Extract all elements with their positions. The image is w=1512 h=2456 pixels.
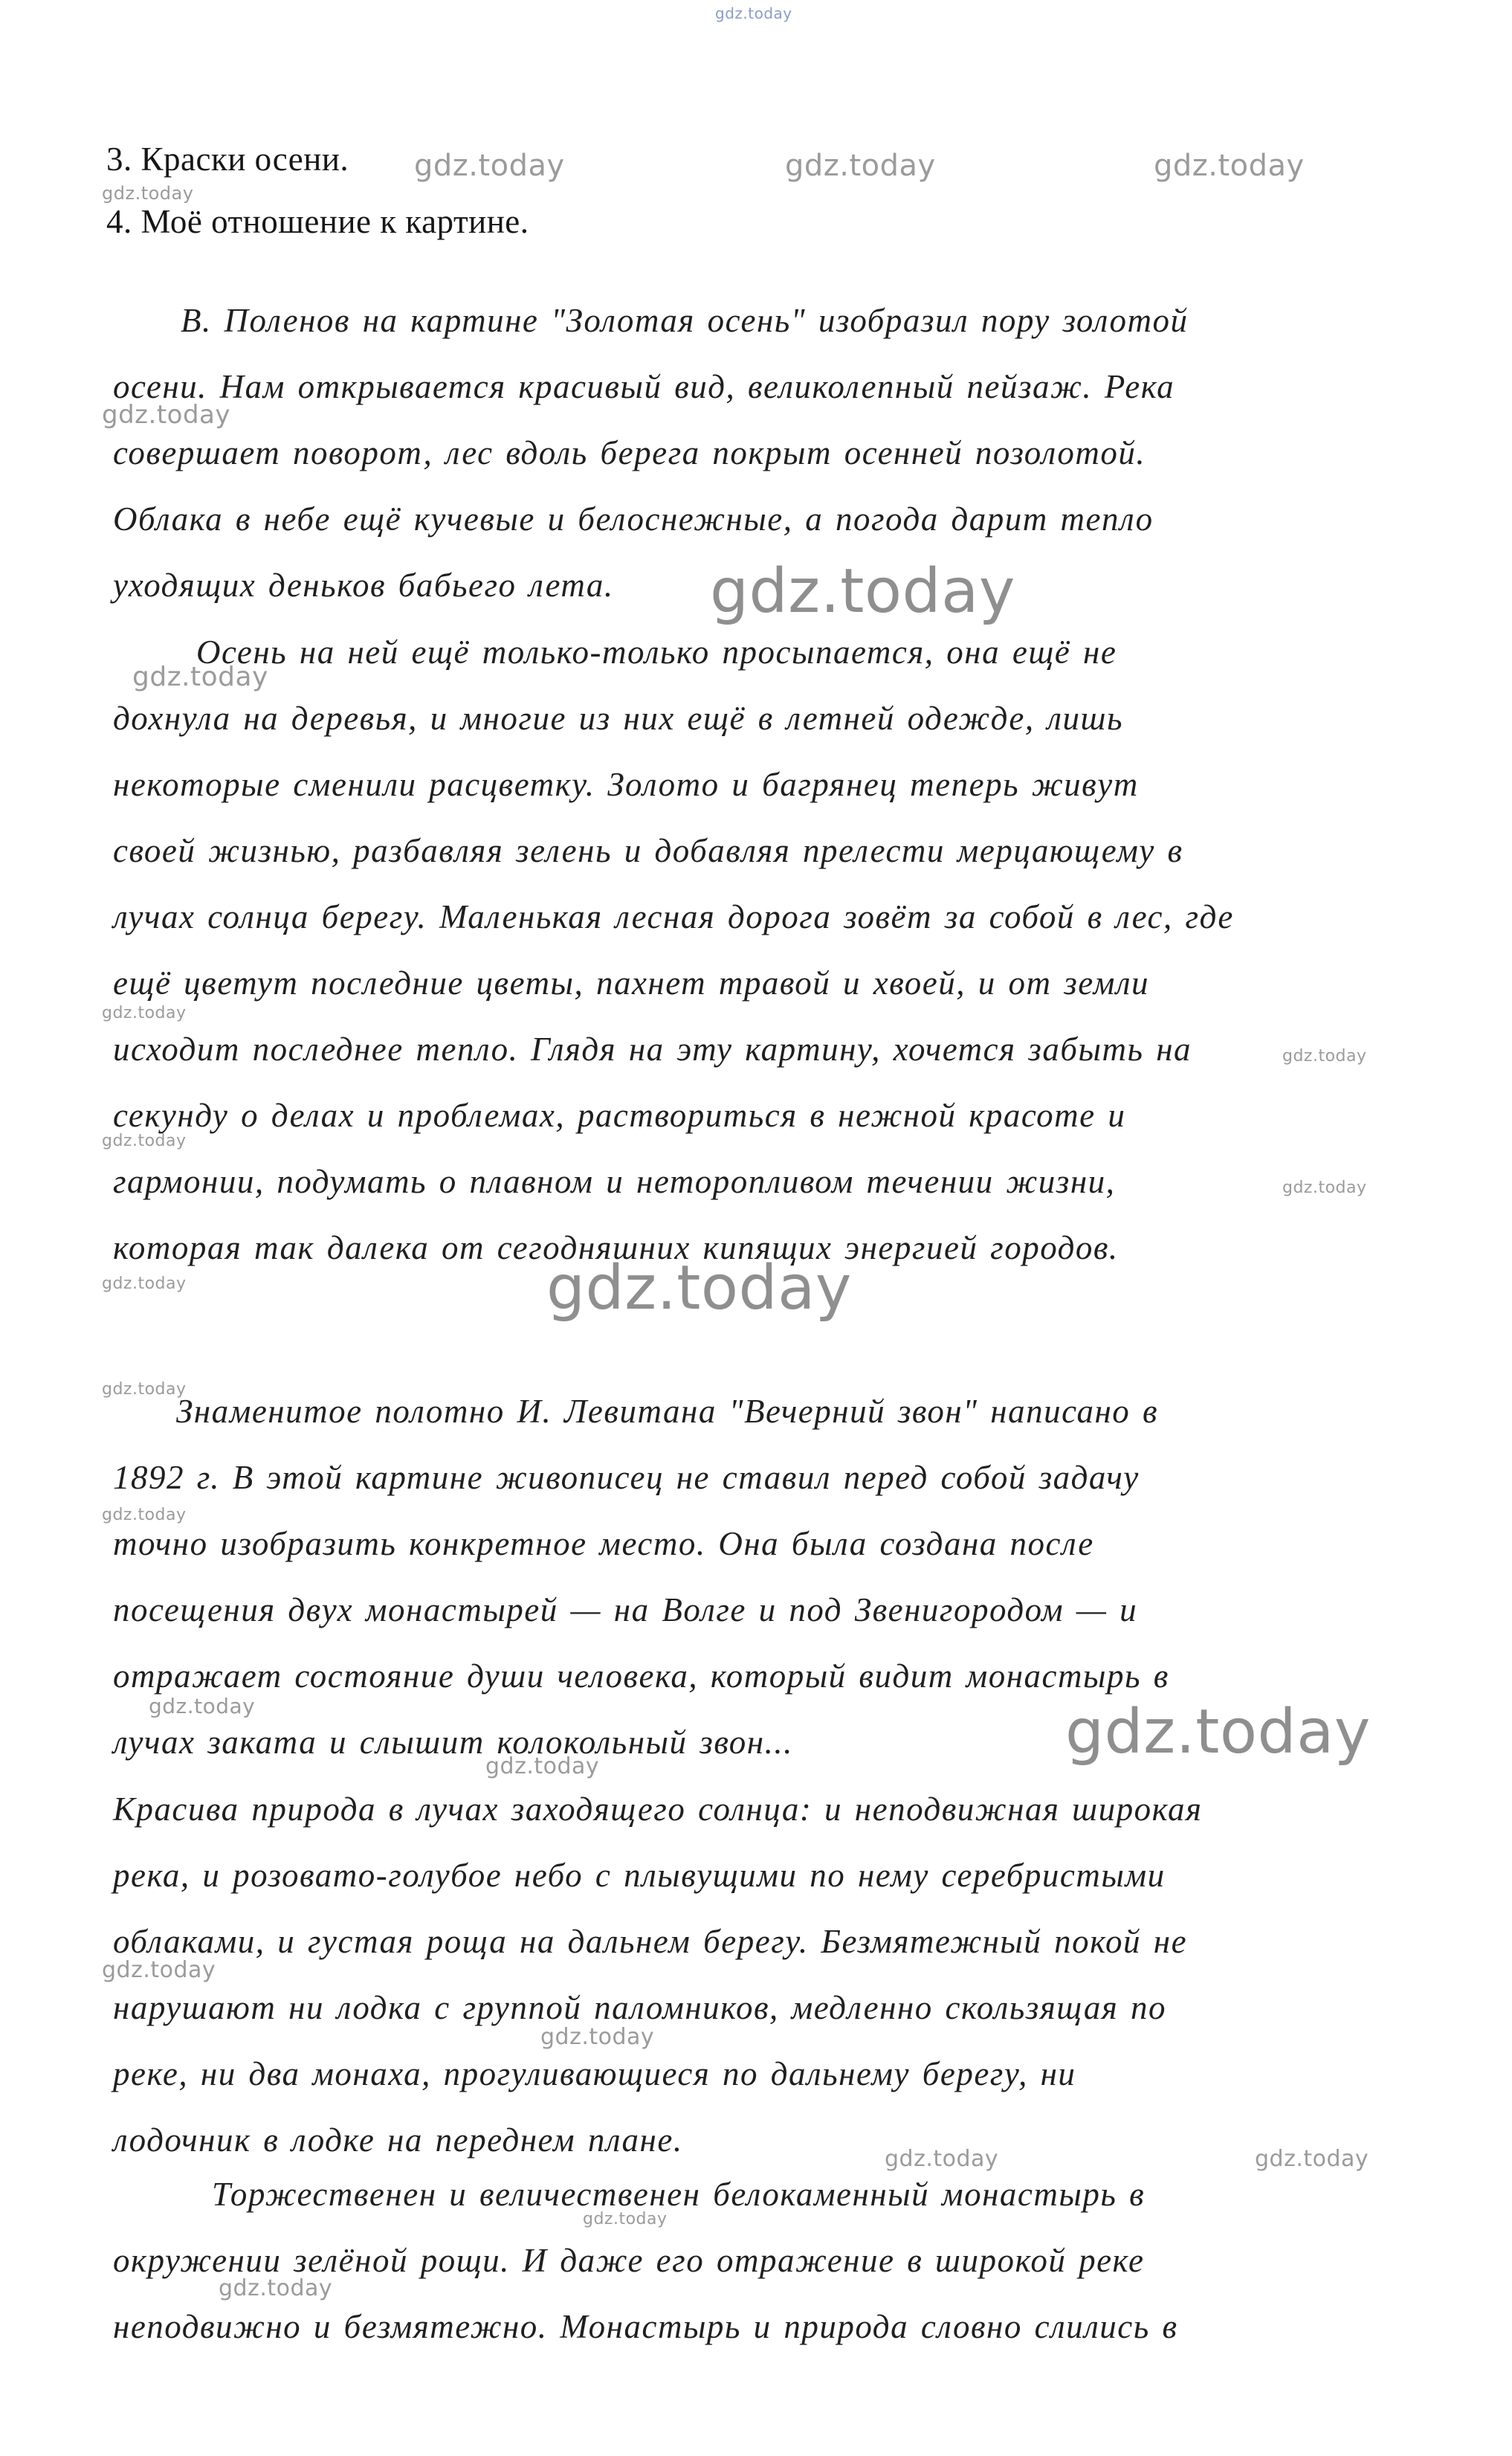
essay-line: В. Поленов на картине "Золотая осень" изобразил пору золотой <box>181 302 1189 339</box>
watermark: gdz.today <box>1282 1179 1367 1197</box>
essay-line: некоторые сменили расцветку. Золото и багрянец теперь живут <box>113 766 1139 803</box>
watermark: gdz.today <box>102 1274 187 1293</box>
essay-line: лучах заката и слышит колокольный звон... <box>113 1724 793 1761</box>
watermark: gdz.today <box>785 149 936 183</box>
essay-line: лучах солнца берегу. Маленькая лесная дорога зовёт за собой в лес, где <box>113 898 1234 935</box>
watermark: gdz.today <box>102 1506 187 1524</box>
essay-line: отражает состояние души человека, который видит монастырь в <box>113 1657 1169 1695</box>
outline-item-3: 3. Краски осени. <box>106 141 349 178</box>
essay-line: Знаменитое полотно И. Левитана "Вечерний звон" написано в <box>176 1393 1159 1430</box>
essay-line: облаками, и густая роща на дальнем берегу. Безмятежный покой не <box>113 1923 1188 1960</box>
essay-line: которая так далека от сегодняшних кипящих энергией городов. <box>113 1229 1119 1266</box>
watermark: gdz.today <box>1154 149 1305 183</box>
essay-line: Облака в небе ещё кучевые и белоснежные, а погода дарит тепло <box>113 500 1154 538</box>
watermark: gdz.today <box>102 183 194 204</box>
watermark: gdz.today <box>885 2146 999 2172</box>
essay-line: своей жизнью, разбавляя зелень и добавляя прелести мерцающему в <box>113 832 1183 869</box>
watermark: gdz.today <box>102 1132 187 1150</box>
essay-line: посещения двух монастырей — на Волге и под Звенигородом — и <box>113 1591 1138 1628</box>
watermark: gdz.today <box>102 1957 216 1983</box>
essay-line: ещё цветут последние цветы, пахнет травой и хвоей, и от земли <box>113 964 1149 1002</box>
essay-line: неподвижно и безмятежно. Монастырь и природа словно слились в <box>113 2308 1178 2345</box>
essay-line: осени. Нам открывается красивый вид, великолепный пейзаж. Река <box>113 368 1175 405</box>
essay-line: точно изобразить конкретное место. Она была создана после <box>113 1525 1094 1562</box>
watermark: gdz.today <box>710 556 1015 627</box>
essay-line: секунду о делах и проблемах, раствориться в нежной красоте и <box>113 1097 1126 1134</box>
watermark: gdz.today <box>1065 1697 1371 1767</box>
watermark: gdz.today <box>546 1253 852 1324</box>
essay-line: лодочник в лодке на переднем плане. <box>113 2121 683 2159</box>
outline-item-4: 4. Моё отношение к картине. <box>106 203 529 240</box>
watermark: gdz.today <box>1255 2146 1369 2172</box>
essay-line: Осень на ней ещё только-только просыпается, она ещё не <box>196 634 1117 671</box>
essay-line: исходит последнее тепло. Глядя на эту картину, хочется забыть на <box>113 1031 1192 1068</box>
essay-line: гармонии, подумать о плавном и неторопливом течении жизни, <box>113 1163 1116 1200</box>
watermark: gdz.today <box>102 400 230 430</box>
watermark: gdz.today <box>132 662 268 692</box>
watermark: gdz.today <box>485 1753 600 1779</box>
essay-line: Красива природа в лучах заходящего солнца: и неподвижная широкая <box>113 1791 1203 1828</box>
essay-line: река, и розовато-голубое небо с плывущими по нему серебристыми <box>113 1857 1166 1894</box>
essay-line: уходящих деньков бабьего лета. <box>113 567 614 604</box>
watermark: gdz.today <box>715 4 792 22</box>
essay-line: совершает поворот, лес вдоль берега покрыт осенней позолотой. <box>113 434 1146 471</box>
watermark: gdz.today <box>102 1004 187 1022</box>
watermark: gdz.today <box>540 2024 655 2050</box>
watermark: gdz.today <box>102 1380 187 1399</box>
watermark: gdz.today <box>149 1694 256 1718</box>
essay-line: окружении зелёной рощи. И даже его отражение в широкой реке <box>113 2242 1145 2279</box>
essay-line: нарушают ни лодка с группой паломников, медленно скользящая по <box>113 1989 1166 2026</box>
watermark: gdz.today <box>583 2210 668 2228</box>
essay-line: 1892 г. В этой картине живописец не ставил перед собой задачу <box>113 1459 1140 1496</box>
essay-line: реке, ни два монаха, прогуливающиеся по дальнему берегу, ни <box>113 2055 1076 2092</box>
watermark: gdz.today <box>219 2275 333 2301</box>
watermark: gdz.today <box>1282 1047 1367 1066</box>
essay-line: Торжественен и величественен белокаменный монастырь в <box>212 2176 1146 2213</box>
watermark: gdz.today <box>414 149 565 183</box>
essay-line: дохнула на деревья, и многие из них ещё в летней одежде, лишь <box>113 700 1123 737</box>
